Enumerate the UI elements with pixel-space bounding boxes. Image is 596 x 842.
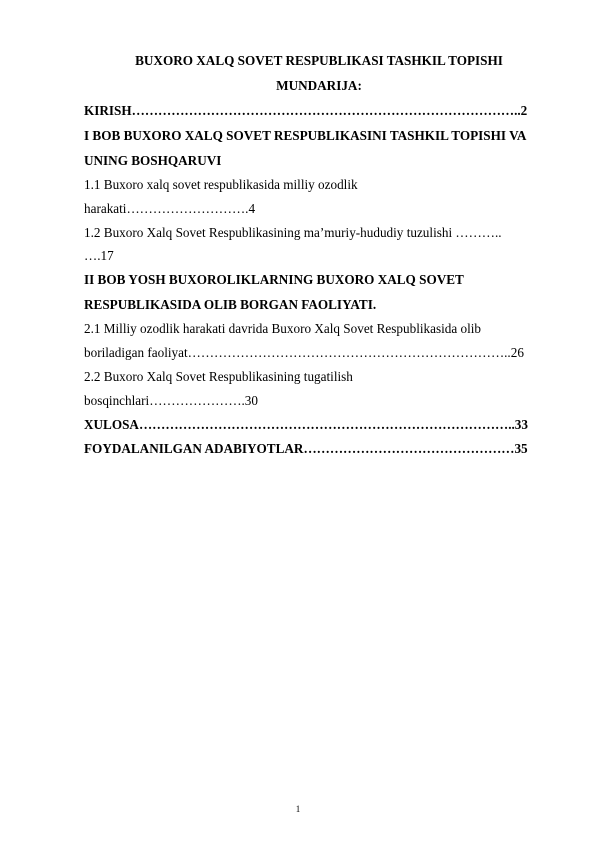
toc-chapter-2-line-2: RESPUBLIKASIDA OLIB BORGAN FAOLIYATI.: [84, 297, 377, 312]
toc-chapter-1-line-1: I BOB BUXORO XALQ SOVET RESPUBLIKASINI TASHKIL TOPISHI VA: [84, 128, 527, 143]
toc-section-1-1-line-1: 1.1 Buxoro xalq sovet respublikasida milliy ozodlik: [84, 177, 358, 192]
document-title: BUXORO XALQ SOVET RESPUBLIKASI TASHKIL TOPISHI: [135, 53, 503, 68]
toc-heading: MUNDARIJA:: [276, 78, 362, 93]
toc-entry-kirish: KIRISH……………………………………………………………………………..2: [84, 103, 528, 118]
toc-section-1-2-line-2: ….17: [84, 248, 114, 263]
toc-section-2-1-line-2: boriladigan faoliyat………………………………………………………………..26: [84, 345, 524, 360]
toc-section-2-2-line-1: 2.2 Buxoro Xalq Sovet Respublikasining tugatilish: [84, 369, 353, 384]
toc-chapter-1-line-2: UNING BOSHQARUVI: [84, 153, 222, 168]
toc-section-1-2-line-1: 1.2 Buxoro Xalq Sovet Respublikasining ma’muriy-hududiy tuzulishi ………..: [84, 225, 502, 240]
page-number: 1: [295, 804, 301, 814]
toc-entry-xulosa: XULOSA…………………………………………………………………………..33: [84, 417, 528, 432]
toc-entry-adabiyotlar: FOYDALANILGAN ADABIYOTLAR…………………………………………35: [84, 441, 528, 456]
toc-section-2-2-line-2: bosqinchlari………………….30: [84, 393, 258, 408]
toc-section-2-1-line-1: 2.1 Milliy ozodlik harakati davrida Buxoro Xalq Sovet Respublikasida olib: [84, 321, 482, 336]
toc-section-1-1-line-2: harakati……………………….4: [84, 201, 256, 216]
toc-chapter-2-line-1: II BOB YOSH BUXOROLIKLARNING BUXORO XALQ SOVET: [84, 272, 464, 287]
